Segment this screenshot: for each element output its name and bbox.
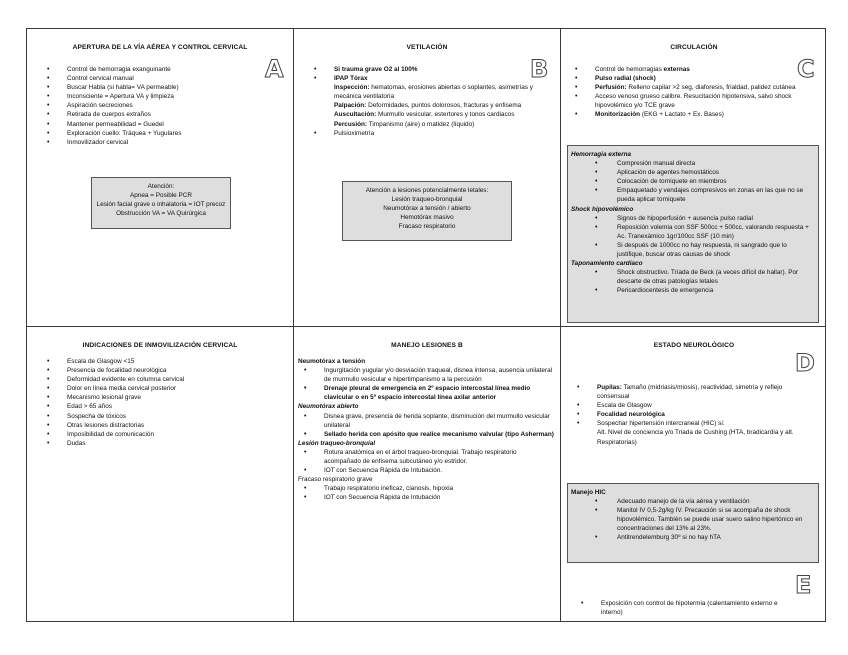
list-item: • Drenaje pleural de emergencia en 2º espacio intercostal línea medio clavicular o en 5º espacio intercostal línea axilar anterior — [298, 384, 554, 402]
letter-b-icon: B — [530, 55, 549, 83]
list-item: • IOT con Secuencia Rápida de Intubación — [298, 493, 554, 502]
ipap-line — [334, 120, 540, 129]
section-c-list — [569, 65, 801, 120]
list-item: • Disnea grave, presencia de herida soplante, disminución del murmullo vesicular unilateral — [298, 412, 554, 430]
list-item: • Empaquetado y vendajes compresivos en zonas en las que no se pueda aplicar torniquete — [571, 186, 815, 204]
attention-title: Atención: — [147, 183, 175, 190]
letter-e-icon: E — [795, 571, 812, 599]
list-item: • Inconsciente = Apertura VA y limpieza — [41, 92, 241, 101]
list-item: • Manitol IV 0,5-2g/kg IV. Precaución si se acompaña de shock hipovolémico. También se puede usar suero salino hipertónico en concentraciones del 13% al 23%. — [571, 506, 815, 533]
ipap-head: Inspección: — [334, 84, 370, 92]
list-item: • Mecanismo lesional grave — [41, 393, 261, 402]
neumo-abierto-list — [298, 412, 554, 439]
list-item: • Adecuado manejo de la vía aérea y ventilación — [571, 497, 815, 506]
hic-box — [567, 483, 819, 563]
item-head: Monitorización — [595, 111, 641, 119]
item-head: Control de hemorragias — [595, 66, 662, 73]
list-item: • Exploración cuello: Tráquea + Yugulares — [41, 129, 241, 138]
section-inmovilizacion-title: INDICACIONES DE INMOVILIZACIÓN CERVICAL — [82, 342, 238, 349]
attention-line: Neumotórax a tensión / abierto — [383, 205, 471, 213]
attention-line: Lesión facial grave o inhalatoria = IOT precoz — [96, 201, 226, 209]
section-d-list — [571, 383, 811, 447]
list-item — [569, 65, 801, 74]
attention-box-a — [91, 177, 231, 229]
section-b-list — [308, 65, 540, 138]
list-item: • Deformidad evidente en columna cervical — [41, 375, 261, 384]
item-text: Sospechar hipertensión intercraneal (HIC) si: — [597, 420, 725, 428]
fracaso-list — [298, 484, 554, 502]
item-text: Relleno capilar >2 seg, diaforesis, frialdad, palidez cutánea — [626, 84, 796, 92]
item-text: Acceso venoso grueso calibre. Resucitación hipotensiva, salvo shock hipovolémico y/o TCE grave — [595, 93, 792, 110]
ipap-line — [334, 110, 540, 119]
list-item: • Si después de 1000cc no hay respuesta, ni sangrado que lo justifique, buscar otras causas de shock — [571, 241, 815, 259]
shock-list — [571, 214, 815, 259]
list-item — [571, 419, 811, 446]
item-head: Perfusión: — [595, 84, 627, 92]
list-item: • Sellado herida con apósito que realice mecanismo valvular (tipo Asherman) — [298, 430, 554, 439]
list-item: • Otras lesiones distractorias — [41, 421, 261, 430]
list-item: • Retirada de cuerpos extraños — [41, 110, 241, 119]
list-item: • Inmovilizador cervical — [41, 138, 241, 147]
section-b — [294, 29, 560, 326]
section-a-title: APERTURA DE LA VÍA AÉREA Y CONTROL CERVICAL — [72, 44, 248, 51]
list-item: • IOT con Secuencia Rápida de Intubación. — [298, 466, 554, 475]
ipap-head: Auscultación: — [334, 111, 377, 119]
shock-heading: Shock hipovolémico — [571, 205, 634, 213]
list-item: • Exposición con control de hipotermia (calentamiento externo e interno) — [575, 599, 795, 617]
list-item: • Compresión manual directa — [571, 159, 815, 168]
attention-line: Obstrucción VA = VA Quirúrgica — [116, 210, 206, 218]
abcde-grid — [26, 28, 826, 622]
ipap-text: hematomas, erosiones abiertas o soplantes, asimetrías y mecánica ventilatoria — [334, 84, 533, 101]
list-item: • Aspiración secreciones — [41, 101, 241, 110]
taponamiento-list — [571, 268, 815, 295]
list-item: • Presencia de focalidad neurológica — [41, 366, 261, 375]
attention-line: Hemotórax masivo — [400, 214, 454, 222]
attention-line: Apnea = Posible PCR — [130, 192, 192, 200]
attention-line: Fracaso respiratorio — [398, 223, 456, 231]
list-item: • Signos de hipoperfusión + ausencia pulso radial — [571, 214, 815, 223]
list-item: • Escala de Glasgow <15 — [41, 357, 261, 366]
list-item: • Edad > 65 años — [41, 402, 261, 411]
list-item: • Trabajo respiratorio ineficaz, cianosis, hipoxia — [298, 484, 554, 493]
list-item: • Control cervical manual — [41, 74, 241, 83]
item-head: Focalidad — [597, 411, 627, 419]
list-item: • Reposición volemia con SSF 500cc + 500cc, valorando respuesta + Ac. Tranexámico 1gr/100cc SSF (10 min) — [571, 223, 815, 241]
list-item — [571, 401, 811, 410]
list-item — [569, 92, 801, 110]
neumo-tension-list — [298, 366, 554, 402]
list-item — [308, 74, 540, 129]
item-text: Tamaño (midriasis/miosis), reactividad, simetría y reflejo consensual — [597, 384, 783, 401]
hemorragia-heading: Hemorragia externa — [571, 151, 632, 158]
list-item — [308, 65, 540, 74]
ipap-text: Murmullo vesicular, estertores y tonos cardiacos — [376, 111, 515, 119]
list-item: • Mantener permeabilidad = Guedel — [41, 120, 241, 129]
list-item: • Colocación de torniquete en miembros — [571, 177, 815, 186]
list-item: • Pericardiocentesis de emergencia — [571, 286, 815, 295]
attention-title: Atención a lesiones potencialmente letales: — [365, 187, 489, 194]
hic-line: Alt. Nivel de conciencia y/o Triada de Cushing (HTA, bradicardia y alt. Respiratorias) — [597, 429, 794, 446]
list-item — [569, 74, 801, 83]
item-head: Si trauma grave O2 al 100% — [334, 66, 418, 73]
section-c-title: CIRCULACIÓN — [670, 44, 718, 51]
manejo-content — [298, 357, 554, 503]
neumo-tension-heading: Neumotórax a tensión — [298, 358, 366, 365]
section-a — [27, 29, 293, 326]
list-item — [571, 410, 811, 419]
list-item: • Antitrendelemburg 30º si no hay hTA — [571, 533, 815, 542]
hemorragia-list — [571, 159, 815, 204]
list-item: • Dudas — [41, 439, 261, 448]
ipap-line — [334, 101, 540, 110]
section-manejo-b — [294, 327, 560, 623]
section-e-list — [575, 599, 795, 617]
attention-box-b — [342, 181, 512, 241]
fracaso-heading: Fracaso respiratorio grave — [298, 476, 373, 484]
item-head: Pulso radial (shock) — [595, 75, 656, 83]
list-item — [571, 383, 811, 401]
ipap-head: Palpación: — [334, 102, 367, 110]
list-item: • Sospecha de tóxicos — [41, 412, 261, 421]
section-manejo-title: MANEJO LESIONES B — [391, 342, 463, 349]
item-text: Escala de Glasgow — [597, 402, 652, 410]
list-item: • Shock obstructivo. Tríada de Beck (a veces difícil de hallar). Por descarte de otras patologías letales — [571, 268, 815, 286]
list-item — [569, 83, 801, 92]
ipap-text: Timpanismo (aire) o matidez (líquido) — [367, 120, 475, 128]
list-item: • Buscar Habla (si habla= VA permeable) — [41, 83, 241, 92]
hic-list — [571, 497, 815, 542]
ipap-line — [334, 83, 540, 101]
letter-a-icon: A — [265, 55, 284, 83]
letter-d-icon: D — [795, 349, 815, 377]
item-text: neurológica — [626, 411, 665, 419]
list-item — [569, 110, 801, 119]
item-text: (EKG + Lactato + Ex. Bases) — [640, 111, 724, 119]
hic-box-heading: Manejo HIC — [571, 489, 606, 496]
ipap-head: Percusión: — [334, 120, 368, 128]
section-d-title: ESTADO NEUROLÓGICO — [653, 342, 735, 349]
section-d — [561, 327, 827, 623]
inmovilizacion-list — [41, 357, 261, 448]
section-c — [561, 29, 827, 326]
item-head: Pupilas: — [597, 384, 622, 391]
taponamiento-heading: Taponamiento cardíaco — [571, 260, 643, 268]
item-text: externas — [661, 66, 690, 73]
lesion-list — [298, 448, 554, 475]
section-a-list — [41, 65, 241, 147]
list-item: • Control de hemorragia exanguinante — [41, 65, 241, 74]
section-b-title: VETILACIÓN — [406, 44, 448, 51]
circulation-box — [567, 145, 819, 323]
neumo-abierto-heading: Neumotórax abierto — [298, 403, 359, 411]
list-item: • Dolor en línea media cervical posterior — [41, 384, 261, 393]
list-item: • Aplicación de agentes hemostáticos — [571, 168, 815, 177]
letter-c-icon: C — [797, 55, 815, 83]
lesion-heading: Lesión traqueo-bronquial — [298, 439, 376, 447]
attention-line: Lesión traqueo-bronquial — [391, 196, 463, 204]
list-item: • Ingurgitación yugular y/o desviación traqueal, disnea intensa, ausencia unilateral de murmullo vesicular e hipertimpanismo a la percusión — [298, 366, 554, 384]
list-item: • Imposibilidad de comunicación — [41, 430, 261, 439]
list-item: • Rotura anatómica en el árbol traqueo-bronquial. Trabajo respiratorio acompañado de enfisema subcutáneo y/o estridor. — [298, 448, 554, 466]
list-item: • Pulsioximetría — [308, 129, 540, 138]
section-inmovilizacion — [27, 327, 293, 623]
item-head: IPAP Tórax — [334, 75, 368, 83]
ipap-text: Deformidades, puntos dolorosos, fracturas y enfisema — [366, 102, 522, 110]
